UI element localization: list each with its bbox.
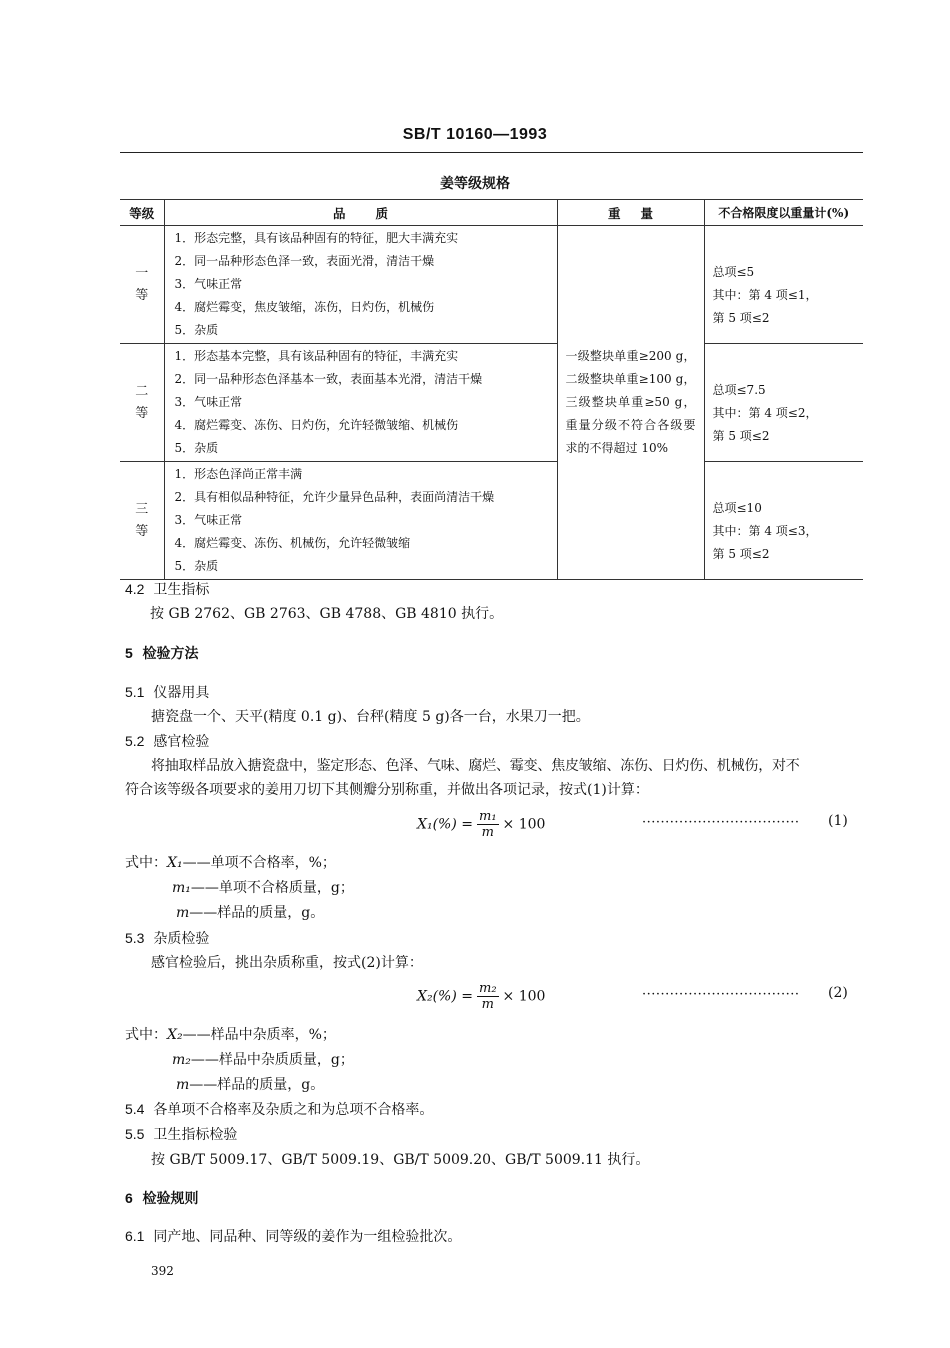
section-4-2-text: 按 GB 2762、GB 2763、GB 4788、GB 4810 执行。	[150, 606, 504, 622]
formula-rhs: × 100	[502, 816, 546, 833]
limit-line: 其中：第 4 项≤1，	[712, 287, 818, 302]
formula-1-label: (1)	[828, 813, 848, 829]
section-title: 杂质检验	[153, 931, 210, 947]
section-4-2-heading	[125, 579, 209, 599]
where-symbol: X₁	[167, 855, 183, 871]
where-line	[176, 1074, 324, 1094]
where-line	[125, 1024, 336, 1044]
section-5-heading	[125, 643, 199, 663]
quality-item: 5．杂质	[174, 441, 219, 455]
section-5-1-text: 搪瓷盘一个、天平(精度 0.1 g)、台秤(精度 5 g)各一台，水果刀一把。	[151, 709, 590, 725]
quality-item: 1．形态完整，具有该品种固有的特征，肥大丰满充实	[174, 231, 459, 245]
section-5-4	[125, 1099, 433, 1119]
where-prefix: 式中：	[125, 1027, 167, 1043]
section-number: 5.2	[125, 733, 145, 749]
section-title: 卫生指标	[153, 582, 210, 598]
quality-item: 3．气味正常	[174, 395, 243, 409]
limit-line: 总项≤7.5	[712, 382, 766, 397]
col-header-quality: 品质	[164, 200, 557, 226]
where-line	[172, 1049, 354, 1069]
limit-line: 总项≤10	[712, 500, 762, 515]
table-row	[120, 226, 863, 344]
fraction-numerator: m₂	[479, 981, 497, 996]
section-number: 5	[125, 645, 133, 661]
table-caption: 姜等级规格	[440, 176, 510, 192]
where-line	[125, 852, 336, 872]
section-5-5-text: 按 GB/T 5009.17、GB/T 5009.19、GB/T 5009.20、GB/T 5009.11 执行。	[151, 1152, 650, 1168]
section-5-2-text-2: 符合该等级各项要求的姜用刀切下其侧瓣分别称重，并做出各项记录，按式(1)计算：	[125, 782, 649, 798]
fraction-denominator: m	[481, 825, 494, 840]
section-number: 5.3	[125, 930, 145, 946]
where-symbol: m	[176, 905, 190, 921]
quality-cell	[164, 344, 557, 462]
section-5-5-heading	[125, 1124, 237, 1144]
quality-item: 2．具有相似品种特征，允许少量异色品种，表面尚清洁干燥	[174, 490, 495, 504]
table-header-row	[120, 200, 863, 226]
section-text: 同产地、同品种、同等级的姜作为一组检验批次。	[153, 1229, 462, 1245]
where-symbol: m₁	[172, 880, 191, 896]
section-5-3-text: 感官检验后，挑出杂质称重，按式(2)计算：	[151, 955, 423, 971]
section-number: 5.4	[125, 1101, 145, 1117]
formula-lhs: X₂(%) =	[417, 988, 473, 1005]
where-definition: ——样品的质量，g。	[189, 1077, 325, 1093]
section-title: 检验规则	[142, 1191, 199, 1207]
section-title: 仪器用具	[153, 685, 210, 701]
col-header-weight: 重量	[557, 200, 704, 226]
quality-item: 4．腐烂霉变、冻伤、机械伤，允许轻微皱缩	[174, 536, 411, 550]
section-5-2-heading	[125, 731, 209, 751]
table-row	[120, 344, 863, 462]
quality-item: 3．气味正常	[174, 513, 243, 527]
quality-item: 2．同一品种形态色泽一致，表面光滑，清洁干燥	[174, 254, 435, 268]
where-definition: ——单项不合格率，%；	[182, 855, 336, 871]
limit-line: 第 5 项≤2	[712, 546, 770, 561]
col-header-limit: 不合格限度以重量计(%)	[704, 200, 863, 226]
section-title: 感官检验	[153, 734, 210, 750]
quality-item: 1．形态色泽尚正常丰满	[174, 467, 303, 481]
section-5-2-text-1: 将抽取样品放入搪瓷盘中，鉴定形态、色泽、气味、腐烂、霉变、焦皮皱缩、冻伤、日灼伤、机械伤，对不	[151, 758, 800, 774]
table-row	[120, 462, 863, 580]
quality-item: 5．杂质	[174, 559, 219, 573]
where-prefix: 式中：	[125, 855, 167, 871]
section-title: 检验方法	[142, 646, 199, 662]
grade-cell: 二等	[120, 344, 164, 462]
quality-item: 1．形态基本完整，具有该品种固有的特征，丰满充实	[174, 349, 459, 363]
limit-cell	[704, 226, 863, 344]
where-symbol: m	[176, 1077, 190, 1093]
col-header-grade: 等级	[120, 200, 164, 226]
quality-cell	[164, 462, 557, 580]
section-5-3-heading	[125, 928, 209, 948]
grade-cell: 三等	[120, 462, 164, 580]
section-number: 6.1	[125, 1228, 145, 1244]
header-rule	[120, 152, 863, 153]
formula-rhs: × 100	[502, 988, 546, 1005]
where-definition: ——样品中杂质率，%；	[182, 1027, 336, 1043]
limit-cell	[704, 462, 863, 580]
fraction-denominator: m	[481, 997, 494, 1012]
formula-lhs: X₁(%) =	[417, 816, 473, 833]
quality-item: 2．同一品种形态色泽基本一致，表面基本光滑，清洁干燥	[174, 372, 483, 386]
formula-1-leader: ··································	[642, 815, 800, 830]
limit-line: 其中：第 4 项≤3，	[712, 523, 818, 538]
formula-1	[417, 809, 545, 840]
quality-item: 5．杂质	[174, 323, 219, 337]
grade-spec-table	[120, 199, 863, 580]
formula-2-label: (2)	[828, 985, 848, 1001]
where-symbol: X₂	[167, 1027, 183, 1043]
limit-line: 总项≤5	[712, 264, 755, 279]
quality-item: 3．气味正常	[174, 277, 243, 291]
grade-cell: 一等	[120, 226, 164, 344]
where-definition: ——单项不合格质量，g；	[190, 880, 354, 896]
formula-fraction	[477, 981, 499, 1012]
where-definition: ——样品中杂质质量，g；	[190, 1052, 354, 1068]
limit-line: 其中：第 4 项≤2，	[712, 405, 818, 420]
section-text: 各单项不合格率及杂质之和为总项不合格率。	[153, 1102, 434, 1118]
where-line	[172, 877, 354, 897]
quality-item: 4．腐烂霉变，焦皮皱缩，冻伤，日灼伤，机械伤	[174, 300, 435, 314]
page-number: 392	[151, 1264, 174, 1278]
quality-cell	[164, 226, 557, 344]
where-symbol: m₂	[172, 1052, 191, 1068]
section-number: 4.2	[125, 581, 145, 597]
section-number: 5.5	[125, 1126, 145, 1142]
weight-cell: 一级整块单重≥200 g，二级整块单重≥100 g，三级整块单重≥50 g，重量分级不符合各级要求的不得超过 10%	[557, 226, 704, 580]
section-6-1	[125, 1226, 461, 1246]
where-definition: ——样品的质量，g。	[189, 905, 325, 921]
formula-2-leader: ··································	[642, 987, 800, 1002]
section-number: 6	[125, 1190, 133, 1206]
limit-cell	[704, 344, 863, 462]
section-5-1-heading	[125, 682, 209, 702]
where-line	[176, 902, 324, 922]
section-number: 5.1	[125, 684, 145, 700]
section-title: 卫生指标检验	[153, 1127, 238, 1143]
document-header: SB/T 10160—1993	[402, 126, 548, 143]
limit-line: 第 5 项≤2	[712, 310, 770, 325]
limit-line: 第 5 项≤2	[712, 428, 770, 443]
section-6-heading	[125, 1188, 199, 1208]
quality-item: 4．腐烂霉变、冻伤、日灼伤，允许轻微皱缩、机械伤	[174, 418, 459, 432]
fraction-numerator: m₁	[479, 809, 497, 824]
formula-fraction	[477, 809, 499, 840]
formula-2	[417, 981, 545, 1012]
